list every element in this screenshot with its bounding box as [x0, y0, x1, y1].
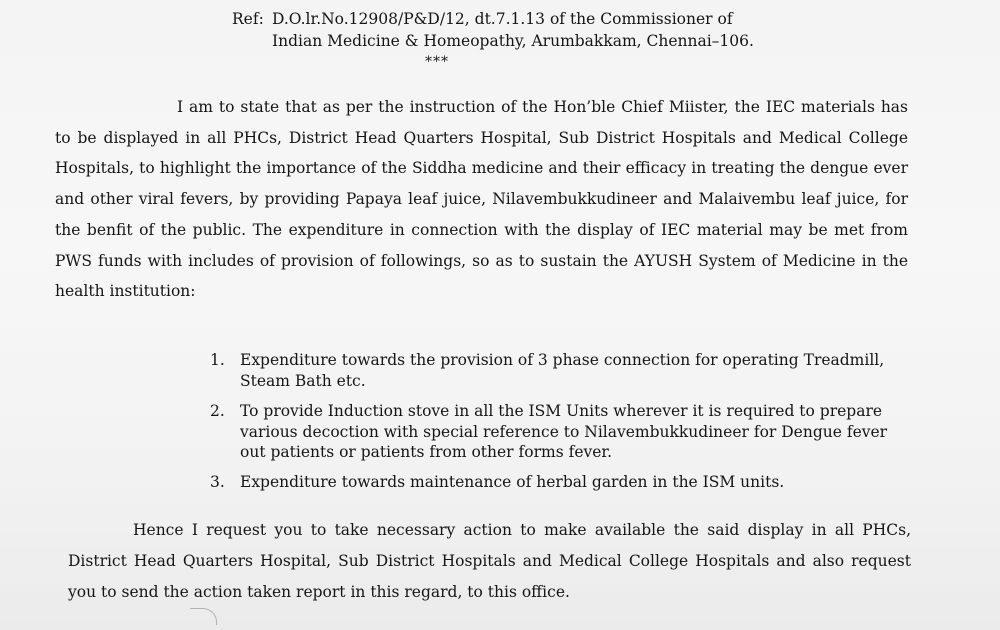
list-item-number: 1. [210, 351, 225, 369]
list-item [210, 350, 910, 391]
list-item-text: To provide Induction stove in all the ISM Units wherever it is required to prepare various decoction with special reference to Nilavembukkudineer for Dengue fever out patients or patients from other forms fever. [240, 402, 888, 461]
reference-line-1: D.O.lr.No.12908/P&D/12, dt.7.1.13 of the Commissioner of [272, 10, 733, 28]
list-item-text: Expenditure towards the provision of 3 phase connection for operating Treadmill, Steam Bath etc. [240, 351, 885, 390]
list-item-number: 3. [210, 473, 225, 491]
separator-stars: *** [425, 54, 449, 70]
reference-line-2: Indian Medicine & Homeopathy, Arumbakkam, Chennai–106. [272, 32, 754, 50]
list-item-text: Expenditure towards maintenance of herbal garden in the ISM units. [240, 473, 785, 491]
reference-label: Ref: [232, 10, 264, 28]
list-item [210, 472, 910, 493]
body-paragraph-1: I am to state that as per the instruction of the Hon’ble Chief Miister, the IEC materials has to be displayed in all PHCs, District Head Quarters Hospital, Sub District Hospitals and Medical College Hospitals, to highlight the importance of the Siddha medicine and their efficacy in treating the dengue ever and other viral fevers, by providing Papaya leaf juice, Nilavembukkudineer and Malaivembu leaf juice, for the benfit of the public. The expenditure in connection with the display of IEC material may be met from PWS funds with includes of provision of followings, so as to sustain the AYUSH System of Medicine in the health institution: [55, 98, 908, 301]
reference-block [232, 8, 754, 52]
list-item-number: 2. [210, 402, 225, 420]
body-paragraph-2: Hence I request you to take necessary action to make available the said display in all PHCs, District Head Quarters Hospital, Sub District Hospitals and Medical College Hospitals and also request you to send the action taken report in this regard, to this office. [68, 521, 911, 601]
list-item [210, 401, 910, 463]
pen-mark [190, 608, 217, 625]
